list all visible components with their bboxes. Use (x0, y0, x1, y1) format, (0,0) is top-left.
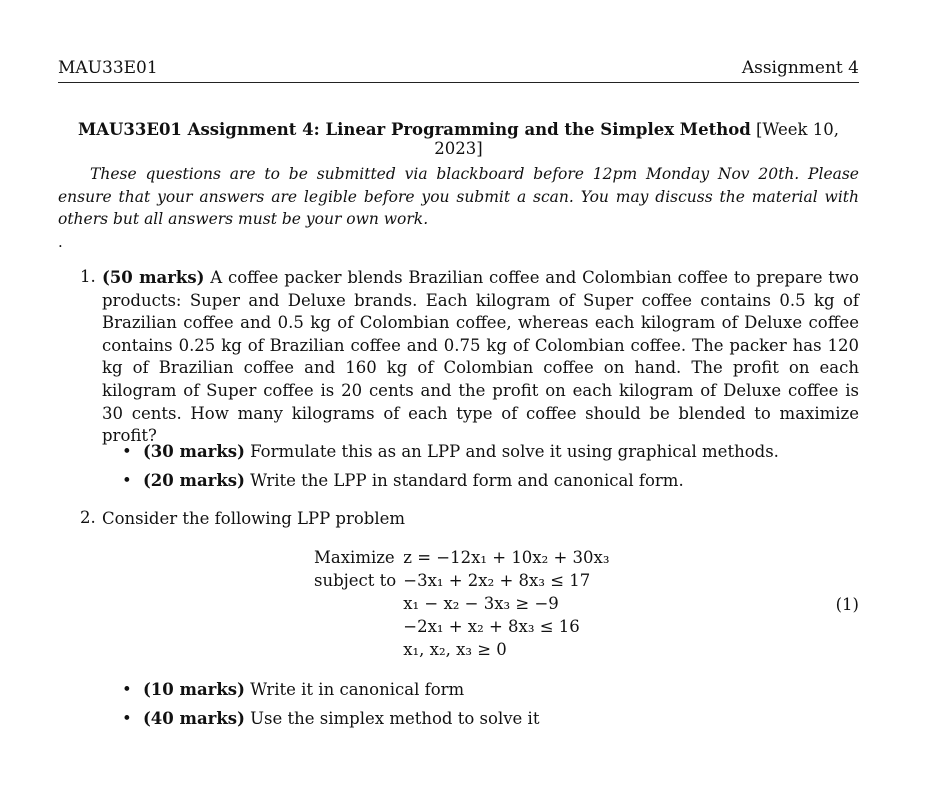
part-b-marks: (40 marks) (143, 709, 245, 728)
lpp-objective: z = −12x₁ + 10x₂ + 30x₃ (403, 548, 610, 567)
lpp-constraint-1: −3x₁ + 2x₂ + 8x₃ ≤ 17 (403, 571, 591, 590)
equation-number: (1) (835, 595, 859, 614)
lpp-constraint-row (314, 594, 609, 617)
document-title (58, 120, 859, 158)
question-2-parts (122, 679, 539, 737)
question-1-marks: (50 marks) (102, 268, 205, 287)
part-a-marks: (30 marks) (143, 442, 245, 461)
separator-dot: . (58, 233, 63, 251)
question-2-part-a (122, 679, 539, 708)
lpp-constraint-row (314, 640, 609, 663)
header-course-code: MAU33E01 (58, 58, 158, 78)
question-1-number: 1. (80, 267, 96, 286)
part-a-text: Formulate this as an LPP and solve it using graphical methods. (244, 442, 779, 461)
part-b-text: Use the simplex method to solve it (244, 709, 540, 728)
question-1-parts (122, 441, 779, 499)
question-1-part-b (122, 470, 779, 499)
lpp-constraint-2: x₁ − x₂ − 3x₃ ≥ −9 (403, 594, 559, 613)
lpp-objective-label: Maximize (314, 548, 395, 567)
question-2-number: 2. (80, 508, 96, 527)
question-1-part-a (122, 441, 779, 470)
lpp-constraint-row (314, 617, 609, 640)
part-b-text: Write the LPP in standard form and canonical form. (244, 471, 684, 490)
question-1-body: A coffee packer blends Brazilian coffee and Colombian coffee to prepare two products: Super and Deluxe brands. Each kilogram of Super coffee contains 0.5 kg of Brazilian coffee and 0.5 kg of Colombian coffee, whereas each kilogram of Deluxe coffee contains 0.25 kg of Brazilian coffee and 0.75 kg of Colombian coffee. The packer has 120 kg of Brazilian coffee and 160 kg of Colombian coffee on hand. The profit on each kilogram of Super coffee is 20 cents and the profit on each kilogram of Deluxe coffee is 30 cents. How many kilograms of each type of coffee should be blended to maximize profit? (102, 268, 859, 446)
part-a-marks: (10 marks) (143, 680, 245, 699)
title-main: MAU33E01 Assignment 4: Linear Programming and the Simplex Method (77, 120, 751, 139)
header-rule (58, 82, 859, 83)
part-a-text: Write it in canonical form (244, 680, 465, 699)
question-2-part-b (122, 708, 539, 737)
question-2-text: Consider the following LPP problem (102, 509, 406, 528)
question-1-text (102, 267, 859, 448)
title-suffix: [Week 10, 2023] (434, 120, 840, 158)
part-b-marks: (20 marks) (143, 471, 245, 490)
lpp-objective-row (314, 548, 609, 571)
instructions-paragraph: These questions are to be submitted via blackboard before 12pm Monday Nov 20th. Please ensure that your answers are legible before you submit a scan. You may discuss the material with others but all answers must be your own work. (58, 165, 859, 228)
header-assignment: Assignment 4 (741, 58, 859, 78)
lpp-constraint-3: −2x₁ + x₂ + 8x₃ ≤ 16 (403, 617, 580, 636)
lpp-nonnegativity: x₁, x₂, x₃ ≥ 0 (403, 640, 507, 659)
lpp-constraint-row (314, 571, 609, 594)
lpp-constraints-label: subject to (314, 571, 397, 590)
lpp-formulation (314, 548, 609, 663)
